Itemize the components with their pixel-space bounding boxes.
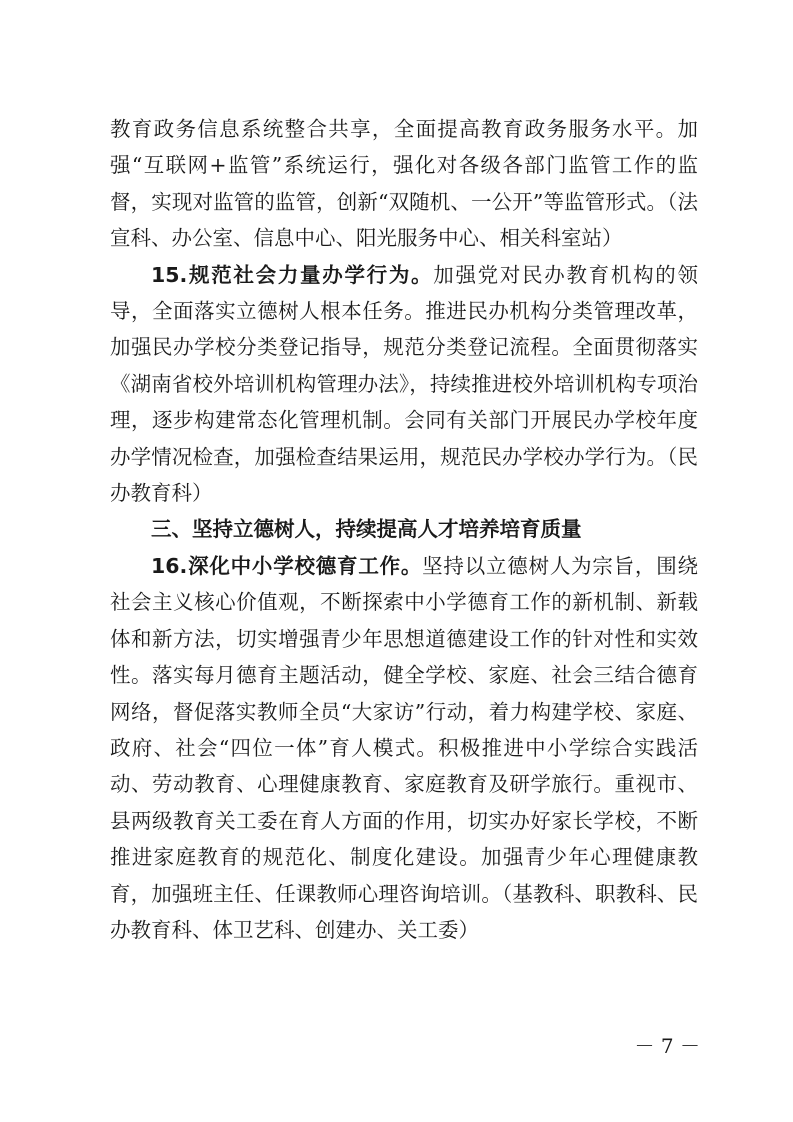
paragraph-item-16 [110, 548, 698, 948]
section-3-heading: 三、坚持立德树人，持续提高人才培养培育质量 [151, 517, 582, 542]
paragraph-item-15 [110, 257, 698, 512]
item-15-body: 加强党对民办教育机构的领导，全面落实立德树人根本任务。推进民办机构分类管理改革，加强民办学校分类登记指导，规范分类登记流程。全面贯彻落实《湖南省校外培训机构管理办法》，持续推进校外培训机构专项治理，逐步构建常态化管理机制。会同有关部门开展民办学校年度办学情况检查，加强检查结果运用，规范民办学校办学行为。（民办教育科） [110, 262, 698, 506]
item-15-title: 15.规范社会力量办学行为。 [151, 262, 434, 287]
item-16-title: 16.深化中小学校德育工作。 [151, 553, 423, 578]
document-body [110, 111, 698, 948]
item-16-body: 坚持以立德树人为宗旨，围绕社会主义核心价值观，不断探索中小学德育工作的新机制、新载体和新方法，切实增强青少年思想道德建设工作的针对性和实效性。落实每月德育主题活动，健全学校、家庭、社会三结合德育网络，督促落实教师全员“大家访”行动，着力构建学校、家庭、政府、社会“四位一体”育人模式。积极推进中小学综合实践活动、劳动教育、心理健康教育、家庭教育及研学旅行。重视市、县两级教育关工委在育人方面的作用，切实办好家长学校，不断推进家庭教育的规范化、制度化建设。加强青少年心理健康教育，加强班主任、任课教师心理咨询培训。（基教科、职教科、民办教育科、体卫艺科、创建办、关工委） [110, 553, 698, 942]
page-number: － 7 － [634, 1034, 700, 1058]
paragraph-continuation: 教育政务信息系统整合共享，全面提高教育政务服务水平。加强“互联网+监管”系统运行，强化对各级各部门监管工作的监督，实现对监管的监管，创新“双随机、一公开”等监管形式。（法宣科、办公室、信息中心、阳光服务中心、相关科室站） [110, 117, 698, 251]
